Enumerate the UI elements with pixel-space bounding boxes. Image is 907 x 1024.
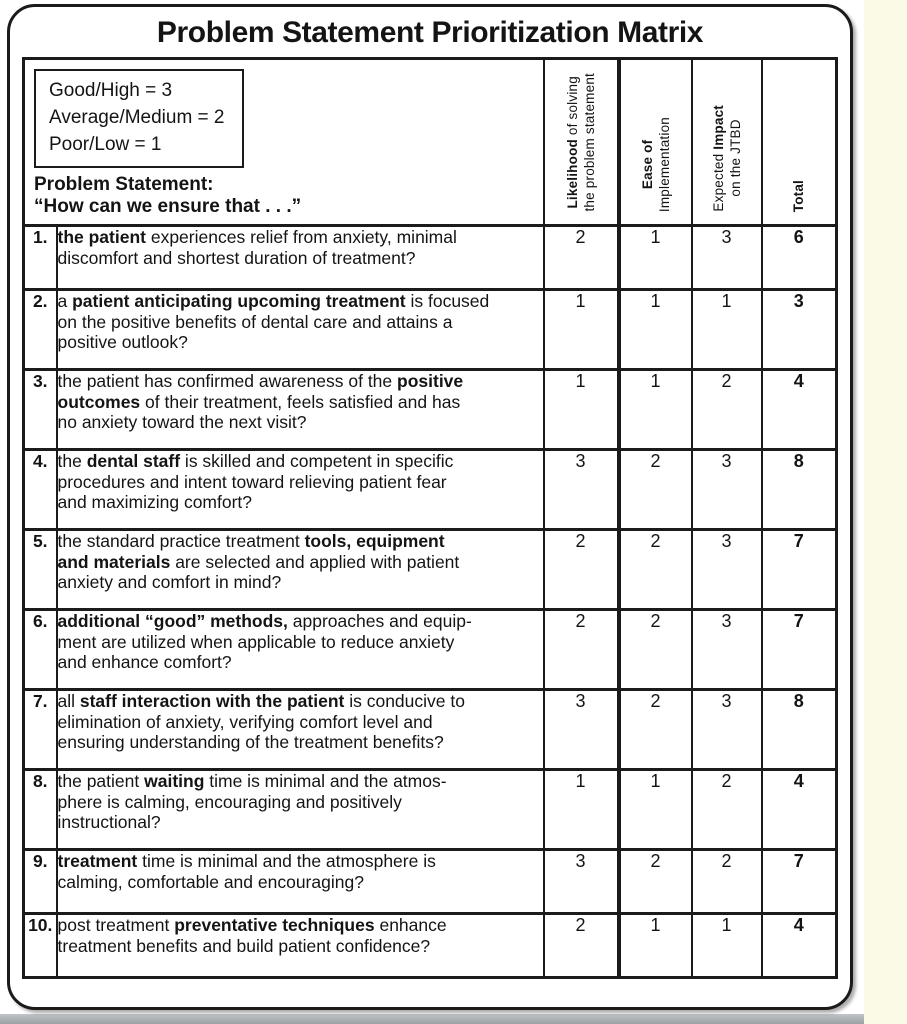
row-number-cell: 5. [24, 530, 57, 610]
text: positive outlook? [57, 332, 188, 352]
text: post treatment [57, 915, 175, 935]
bold-text: patient anticipating upcoming treatment [72, 291, 406, 311]
row-number-cell: 7. [24, 690, 57, 770]
statement-header-cell [24, 59, 544, 226]
score-cell-impact: 1 [692, 914, 762, 978]
score-cell-ease: 2 [619, 690, 692, 770]
statement-line [58, 312, 543, 333]
score-cell-likelihood: 2 [544, 914, 619, 978]
statement-line [58, 531, 543, 552]
text: of their treatment, feels satisfied and has [140, 391, 461, 412]
statement-line [58, 451, 543, 472]
total-cell: 7 [762, 610, 837, 690]
vertical-header-text [564, 73, 598, 219]
statement-line [58, 392, 543, 413]
score-cell-ease: 2 [619, 530, 692, 610]
bold-text: positive [397, 371, 464, 391]
bold-text: treatment [57, 851, 138, 871]
text: phere is calming, encouraging and positively [57, 791, 402, 812]
table-row [24, 914, 837, 978]
table-row [24, 850, 837, 914]
problem-statement-prompt: “How can we ensure that . . .” [34, 196, 302, 217]
text: instructional? [57, 812, 161, 832]
statement-line [58, 492, 543, 513]
statement-line [58, 572, 543, 593]
total-cell: 8 [762, 690, 837, 770]
text: Expected [710, 150, 726, 212]
bold-text: outcomes [57, 391, 141, 412]
text: all [57, 691, 80, 711]
score-cell-likelihood: 1 [544, 290, 619, 370]
bold-text: Impact [710, 105, 726, 151]
total-cell: 7 [762, 530, 837, 610]
score-cell-ease: 2 [619, 850, 692, 914]
table-row [24, 530, 837, 610]
table-row [24, 610, 837, 690]
statement-line [58, 412, 543, 433]
statement-cell [57, 850, 544, 914]
statement-line [58, 652, 543, 673]
statement-line [58, 915, 543, 936]
text: calming, comfortable and encouraging? [57, 871, 364, 892]
bold-text: the patient [57, 227, 146, 247]
row-number-cell: 9. [24, 850, 57, 914]
text: is focused [405, 291, 490, 311]
total-cell: 4 [762, 370, 837, 450]
text: of solving [564, 76, 580, 140]
row-number-cell: 2. [24, 290, 57, 370]
bold-text: additional “good” methods, [57, 611, 288, 631]
vertical-header-text [710, 105, 744, 219]
statement-line [58, 632, 543, 653]
table-row [24, 450, 837, 530]
column-header-likelihood [544, 59, 619, 226]
column-header-ease [619, 59, 692, 226]
score-cell-likelihood: 1 [544, 770, 619, 850]
row-number-cell: 10. [24, 914, 57, 978]
text: the [57, 451, 87, 471]
table-row [24, 370, 837, 450]
statement-line [58, 248, 543, 269]
text: is skilled and competent in specific [180, 451, 454, 471]
statement-cell [57, 290, 544, 370]
total-cell: 3 [762, 290, 837, 370]
total-cell: 4 [762, 770, 837, 850]
legend-line-good: Good/High = 3 [49, 80, 173, 101]
score-cell-impact: 1 [692, 290, 762, 370]
text: the patient has confirmed awareness of the [57, 371, 398, 391]
text: a [57, 291, 73, 311]
score-cell-ease: 2 [619, 610, 692, 690]
row-number-cell: 6. [24, 610, 57, 690]
score-cell-ease: 1 [619, 226, 692, 290]
statement-line [58, 936, 543, 957]
legend-line-average: Average/Medium = 2 [49, 107, 225, 128]
table-row [24, 290, 837, 370]
text: elimination of anxiety, verifying comfort level and [57, 711, 433, 732]
score-cell-impact: 2 [692, 770, 762, 850]
bold-text: Ease of [639, 139, 655, 190]
text: discomfort and shortest duration of treatment? [57, 247, 416, 268]
score-cell-likelihood: 2 [544, 530, 619, 610]
bold-text: dental staff [86, 451, 181, 471]
text: no anxiety toward the next visit? [57, 412, 307, 432]
text: procedures and intent toward relieving patient fear [57, 471, 447, 492]
statement-cell [57, 690, 544, 770]
statement-line [58, 792, 543, 813]
total-cell: 4 [762, 914, 837, 978]
row-number-cell: 3. [24, 370, 57, 450]
page-title: Problem Statement Prioritization Matrix [156, 16, 704, 49]
statement-line [58, 332, 543, 353]
score-cell-ease: 1 [619, 370, 692, 450]
text: and maximizing comfort? [57, 492, 253, 512]
text: Implementation [656, 116, 672, 212]
total-cell: 6 [762, 226, 837, 290]
text: on the JTBD [727, 120, 743, 198]
problem-statement-label: Problem Statement: [34, 174, 214, 195]
legend-line-poor: Poor/Low = 1 [49, 134, 162, 155]
statement-line [58, 371, 543, 392]
score-cell-impact: 3 [692, 610, 762, 690]
row-number-cell: 4. [24, 450, 57, 530]
score-cell-likelihood: 1 [544, 370, 619, 450]
score-cell-impact: 2 [692, 370, 762, 450]
bold-text: waiting [144, 771, 205, 791]
total-cell: 8 [762, 450, 837, 530]
text: treatment benefits and build patient confidence? [57, 935, 431, 956]
table-row [24, 690, 837, 770]
bold-text: Total [791, 179, 807, 212]
text: and enhance comfort? [57, 652, 232, 672]
bold-text: Likelihood [564, 139, 580, 209]
text: the problem statement [581, 73, 597, 212]
text: ment are utilized when applicable to reduce anxiety [57, 631, 455, 652]
text: approaches and equip- [287, 611, 472, 631]
statement-line [58, 691, 543, 712]
statement-line [58, 552, 543, 573]
score-cell-impact: 3 [692, 690, 762, 770]
score-cell-likelihood: 2 [544, 226, 619, 290]
table-body [24, 226, 837, 978]
text: on the positive benefits of dental care and attains a [57, 311, 453, 332]
score-cell-impact: 3 [692, 450, 762, 530]
score-cell-ease: 1 [619, 914, 692, 978]
total-cell: 7 [762, 850, 837, 914]
statement-cell [57, 370, 544, 450]
problem-statement-heading [34, 174, 301, 218]
score-cell-impact: 2 [692, 850, 762, 914]
statement-line [58, 732, 543, 753]
page-bottom-bar [0, 1014, 864, 1024]
header-row [24, 59, 837, 226]
text: is conducive to [344, 691, 465, 711]
prioritization-table [22, 57, 838, 979]
column-header-impact [692, 59, 762, 226]
column-header-total [762, 59, 837, 226]
statement-line [58, 872, 543, 893]
page-edge-strip [864, 0, 907, 1024]
vertical-header-text [790, 180, 807, 219]
text: anxiety and comfort in mind? [57, 572, 282, 592]
table-row [24, 226, 837, 290]
text: ensuring understanding of the treatment benefits? [57, 732, 444, 752]
statement-line [58, 812, 543, 833]
score-cell-likelihood: 3 [544, 690, 619, 770]
bold-text: tools, equipment [304, 531, 445, 551]
table-row [24, 770, 837, 850]
score-cell-ease: 2 [619, 450, 692, 530]
bold-text: and materials [57, 551, 171, 572]
row-number-cell: 8. [24, 770, 57, 850]
statement-line [58, 227, 543, 248]
bold-text: preventative techniques [174, 915, 375, 935]
score-cell-likelihood: 2 [544, 610, 619, 690]
statement-cell [57, 450, 544, 530]
score-cell-impact: 3 [692, 226, 762, 290]
statement-line [58, 291, 543, 312]
statement-line [58, 771, 543, 792]
text: are selected and applied with patient [170, 551, 460, 572]
score-cell-ease: 1 [619, 290, 692, 370]
statement-cell [57, 610, 544, 690]
matrix-card [7, 4, 853, 1010]
statement-line [58, 851, 543, 872]
row-number-cell: 1. [24, 226, 57, 290]
statement-line [58, 472, 543, 493]
text: time is minimal and the atmosphere is [137, 851, 436, 871]
text: experiences relief from anxiety, minimal [145, 227, 457, 247]
statement-line [58, 611, 543, 632]
bold-text: staff interaction with the patient [79, 691, 345, 711]
statement-cell [57, 226, 544, 290]
statement-cell [57, 914, 544, 978]
score-cell-likelihood: 3 [544, 850, 619, 914]
statement-line [58, 712, 543, 733]
text: the standard practice treatment [57, 531, 305, 551]
statement-cell [57, 770, 544, 850]
statement-cell [57, 530, 544, 610]
vertical-header-text [639, 117, 673, 219]
text: time is minimal and the atmos- [204, 771, 447, 791]
score-cell-likelihood: 3 [544, 450, 619, 530]
scoring-legend [34, 69, 244, 168]
score-cell-ease: 1 [619, 770, 692, 850]
text: the patient [57, 771, 145, 791]
score-cell-impact: 3 [692, 530, 762, 610]
text: enhance [374, 915, 447, 935]
